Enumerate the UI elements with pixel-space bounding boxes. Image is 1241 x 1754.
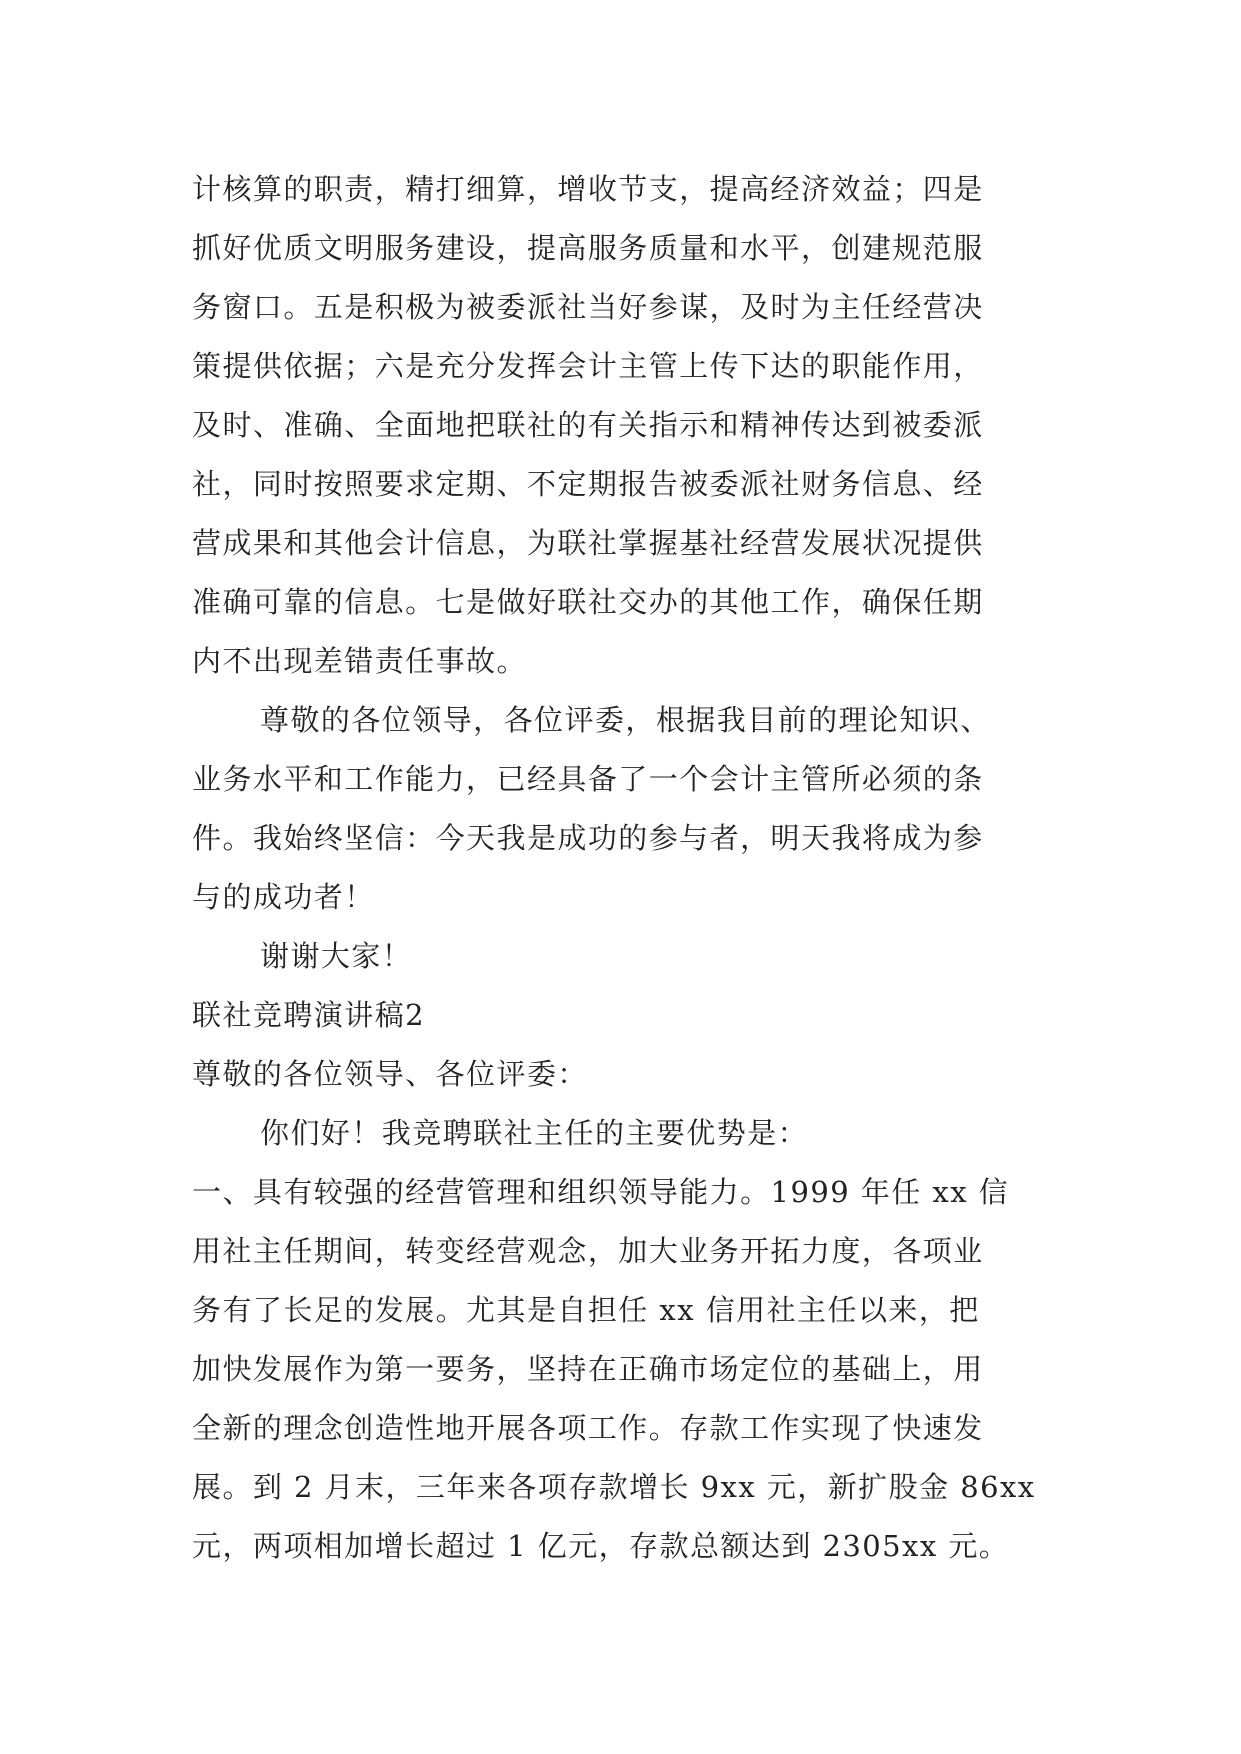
text-line: 内不出现差错责任事故。 bbox=[192, 644, 527, 678]
thanks-line: 谢谢大家！ bbox=[260, 939, 413, 973]
text-line: 计核算的职责，精打细算，增收节支，提高经济效益；四是 bbox=[192, 172, 984, 206]
section-title: 联社竞聘演讲稿2 bbox=[192, 998, 426, 1032]
text-line: 务有了长足的发展。尤其是自担任 xx 信用社主任以来，把 bbox=[192, 1293, 980, 1327]
text-line: 一、具有较强的经营管理和组织领导能力。1999 年任 xx 信 bbox=[192, 1175, 1010, 1209]
text-line: 及时、准确、全面地把联社的有关指示和精神传达到被委派 bbox=[192, 408, 984, 442]
text-line: 件。我始终坚信：今天我是成功的参与者，明天我将成为参 bbox=[192, 821, 984, 855]
document-body bbox=[192, 160, 1062, 1576]
text-line: 全新的理念创造性地开展各项工作。存款工作实现了快速发 bbox=[192, 1411, 984, 1445]
text-line: 准确可靠的信息。七是做好联社交办的其他工作，确保任期 bbox=[192, 585, 984, 619]
text-line: 展。到 2 月末，三年来各项存款增长 9xx 元，新扩股金 86xx bbox=[192, 1470, 1036, 1504]
text-line: 务窗口。五是积极为被委派社当好参谋，及时为主任经营决 bbox=[192, 290, 984, 324]
text-line: 与的成功者！ bbox=[192, 880, 375, 914]
text-line: 元，两项相加增长超过 1 亿元，存款总额达到 2305xx 元。 bbox=[192, 1529, 1010, 1563]
paragraph-start-line: 尊敬的各位领导，各位评委，根据我目前的理论知识、 bbox=[260, 703, 991, 737]
text-line: 营成果和其他会计信息，为联社掌握基社经营发展状况提供 bbox=[192, 526, 984, 560]
text-line: 用社主任期间，转变经营观念，加大业务开拓力度，各项业 bbox=[192, 1234, 984, 1268]
text-line: 策提供依据；六是充分发挥会计主管上传下达的职能作用， bbox=[192, 349, 984, 383]
text-line: 加快发展作为第一要务，坚持在正确市场定位的基础上，用 bbox=[192, 1352, 984, 1386]
greeting-line: 你们好！我竞聘联社主任的主要优势是： bbox=[260, 1116, 809, 1150]
text-line: 抓好优质文明服务建设，提高服务质量和水平，创建规范服 bbox=[192, 231, 984, 265]
salutation: 尊敬的各位领导、各位评委： bbox=[192, 1057, 588, 1091]
text-line: 社，同时按照要求定期、不定期报告被委派社财务信息、经 bbox=[192, 467, 984, 501]
text-line: 业务水平和工作能力，已经具备了一个会计主管所必须的条 bbox=[192, 762, 984, 796]
